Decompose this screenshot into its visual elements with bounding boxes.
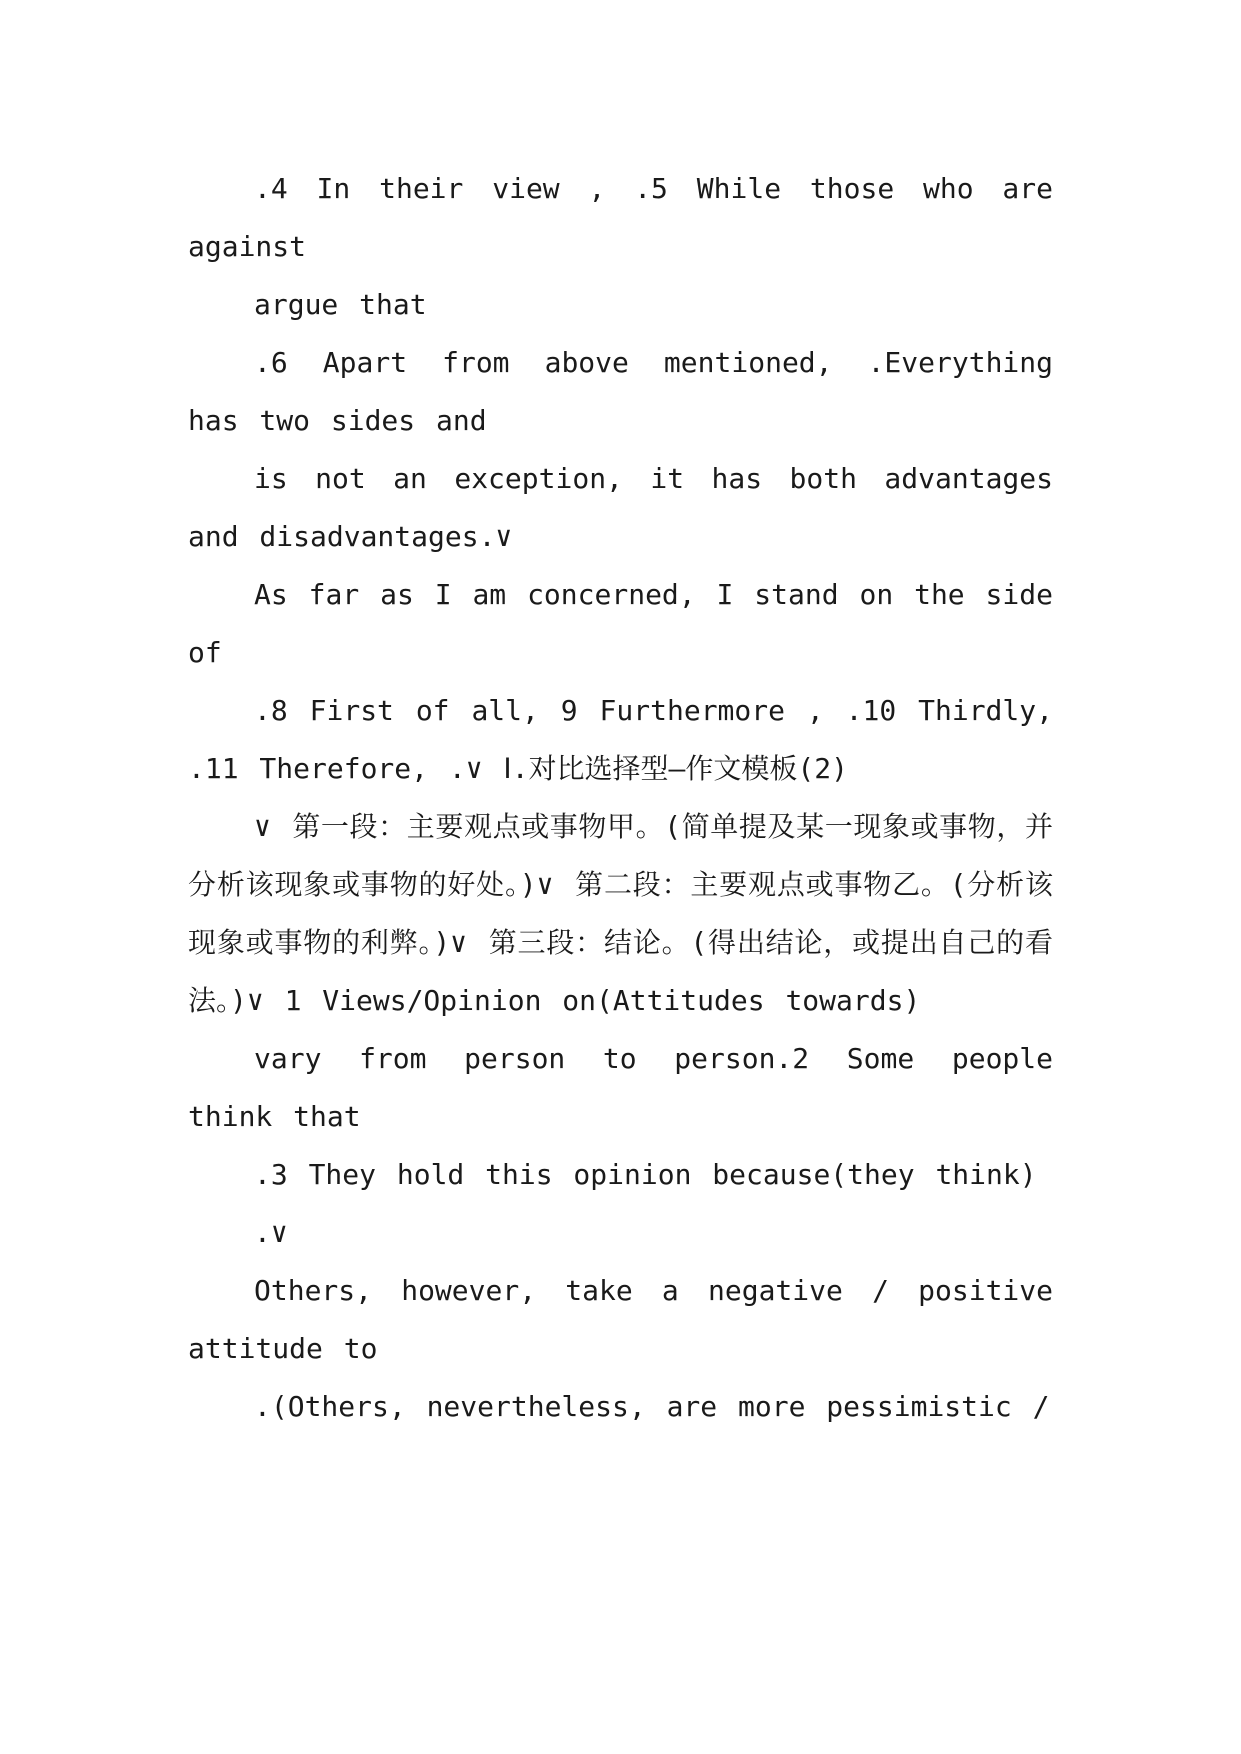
paragraph-11: Others, however, take a negative / positive attitude to: [188, 1274, 1053, 1365]
paragraph-9: .3 They hold this opinion because(they think): [254, 1158, 1037, 1191]
paragraph-5: As far as I am concerned, I stand on the side of: [188, 578, 1053, 669]
paragraph-8: vary from person to person.2 Some people think that: [188, 1042, 1053, 1133]
paragraph-3: .6 Apart from above mentioned, .Everything has two sides and: [188, 346, 1053, 437]
paragraph-2: argue that: [254, 288, 427, 321]
paragraph-12: .(Others, nevertheless, are more pessimistic /: [254, 1390, 1050, 1423]
paragraph-7: ∨ 第一段：主要观点或事物甲。(简单提及某一现象或事物，并分析该现象或事物的好处。)∨ 第二段：主要观点或事物乙。(分析该现象或事物的利弊。)∨ 第三段：结论。(得出结论，或提出自己的看法。)∨ 1 Views/Opinion on(Attitudes towards): [188, 810, 1053, 1017]
document-body: [188, 160, 1053, 1436]
paragraph-10: .∨: [254, 1216, 288, 1249]
paragraph-1: .4 In their view , .5 While those who are against: [188, 172, 1053, 263]
paragraph-4: is not an exception, it has both advantages and disadvantages.∨: [188, 462, 1053, 553]
paragraph-6: .8 First of all, 9 Furthermore , .10 Thirdly, .11 Therefore, .∨ Ⅰ.对比选择型—作文模板(2): [188, 694, 1053, 785]
